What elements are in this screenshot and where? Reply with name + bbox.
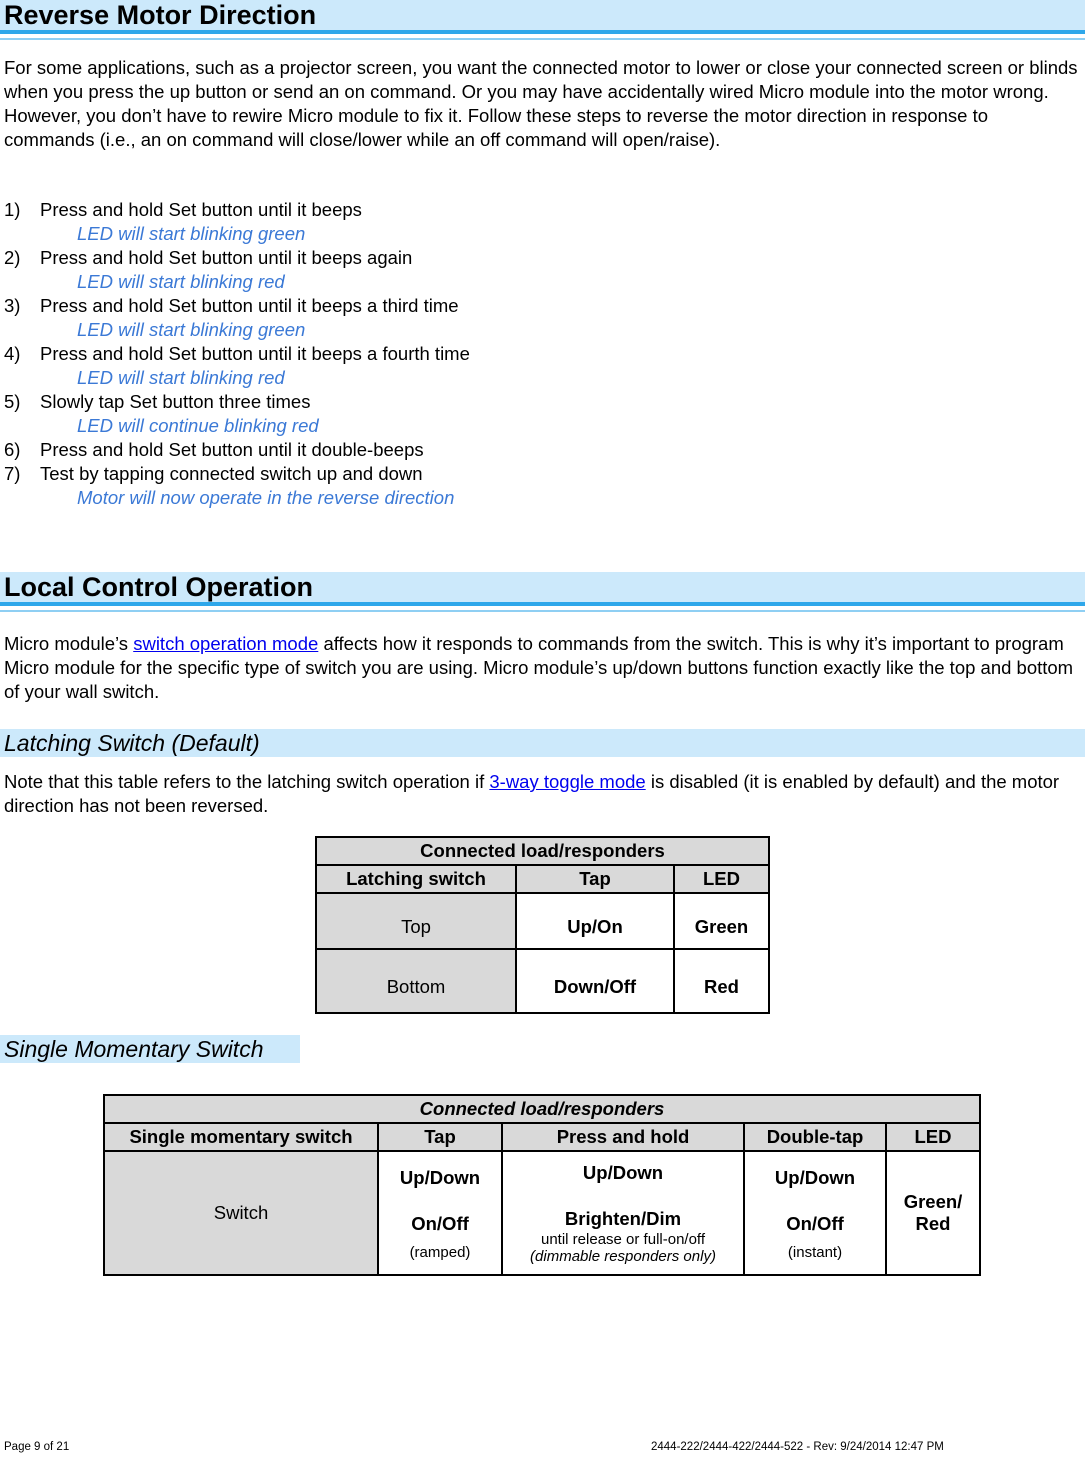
latching-note: Note that this table refers to the latching switch operation if 3-way toggle mode is disabled (it is enabled by default) and the motor direction has not been reversed. [4, 771, 1060, 816]
step-text: Press and hold Set button until it beeps a third time [40, 295, 459, 316]
column-header: Single momentary switch [104, 1123, 378, 1151]
column-header: Double-tap [744, 1123, 886, 1151]
table-cell-double-tap: Up/Down On/Off (instant) [744, 1151, 886, 1275]
step-5 [4, 390, 310, 414]
reverse-motor-intro: For some applications, such as a projector screen, you want the connected motor to lower or close your connected screen or blinds when you press the up button or send an on command. Or you may have accidentally wired Micro module into the motor wrong. However, you don’t have to rewire Micro module to fix it. Follow these steps to reverse the motor direction in response to commands (i.e., an on command will close/lower while an off command will open/raise). [4, 57, 1078, 150]
column-header: LED [886, 1123, 980, 1151]
step-number: 2) [4, 247, 21, 268]
step-7 [4, 462, 423, 486]
step-7-result: Motor will now operate in the reverse direction [77, 487, 455, 508]
3-way-toggle-mode-link[interactable]: 3-way toggle mode [489, 771, 646, 792]
table-row [104, 1151, 980, 1275]
step-number: 1) [4, 199, 21, 220]
step-number: 3) [4, 295, 21, 316]
step-3-result: LED will start blinking green [77, 319, 306, 340]
step-1 [4, 198, 362, 222]
table-cell: Red [674, 949, 769, 1013]
step-number: 5) [4, 391, 21, 412]
step-4 [4, 342, 470, 366]
document-revision: 2444-222/2444-422/2444-522 - Rev: 9/24/2014 12:47 PM [651, 1441, 944, 1453]
step-5-result: LED will continue blinking red [77, 415, 319, 436]
column-header: Latching switch [316, 865, 516, 893]
table-cell: Top [316, 893, 516, 949]
step-3 [4, 294, 459, 318]
step-2 [4, 246, 412, 270]
table-row [316, 949, 769, 1013]
step-text: Press and hold Set button until it beeps [40, 199, 362, 220]
table-row [316, 893, 769, 949]
step-text: Test by tapping connected switch up and down [40, 463, 423, 484]
table-cell: Up/On [516, 893, 674, 949]
section-title-reverse-motor: Reverse Motor Direction [0, 0, 1085, 34]
latching-switch-table [315, 836, 770, 1014]
table-cell-led: Green/ Red [886, 1151, 980, 1275]
step-text: Press and hold Set button until it beeps again [40, 247, 413, 268]
step-2-result: LED will start blinking red [77, 271, 285, 292]
step-number: 4) [4, 343, 21, 364]
step-6 [4, 438, 424, 462]
subsection-title-latching: Latching Switch (Default) [0, 729, 1085, 757]
table-cell: Green [674, 893, 769, 949]
step-number: 6) [4, 439, 21, 460]
table-cell: Down/Off [516, 949, 674, 1013]
table-cell: Switch [104, 1151, 378, 1275]
page-number: Page 9 of 21 [4, 1441, 70, 1453]
momentary-switch-table [103, 1094, 981, 1276]
table-cell: Bottom [316, 949, 516, 1013]
step-1-result: LED will start blinking green [77, 223, 306, 244]
column-header: Tap [516, 865, 674, 893]
table-cell-hold: Up/Down Brighten/Dim until release or full-on/off (dimmable responders only) [502, 1151, 744, 1275]
step-number: 7) [4, 463, 21, 484]
local-control-intro: Micro module’s switch operation mode affects how it responds to commands from the switch. This is why it’s important to program Micro module for the specific type of switch you are using. Micro module’s up/down buttons function exactly like the top and bottom of your wall switch. [4, 633, 1074, 702]
step-text: Slowly tap Set button three times [40, 391, 311, 412]
column-header: Press and hold [502, 1123, 744, 1151]
step-text: Press and hold Set button until it beeps a fourth time [40, 343, 470, 364]
switch-operation-mode-link[interactable]: switch operation mode [133, 633, 319, 654]
table-caption: Connected load/responders [316, 837, 769, 865]
column-header: LED [674, 865, 769, 893]
step-text: Press and hold Set button until it double-beeps [40, 439, 424, 460]
subsection-title-momentary: Single Momentary Switch [0, 1035, 300, 1063]
section-title-local-control: Local Control Operation [0, 572, 1085, 606]
table-cell-tap: Up/Down On/Off (ramped) [378, 1151, 502, 1275]
step-4-result: LED will start blinking red [77, 367, 285, 388]
table-caption: Connected load/responders [104, 1095, 980, 1123]
column-header: Tap [378, 1123, 502, 1151]
